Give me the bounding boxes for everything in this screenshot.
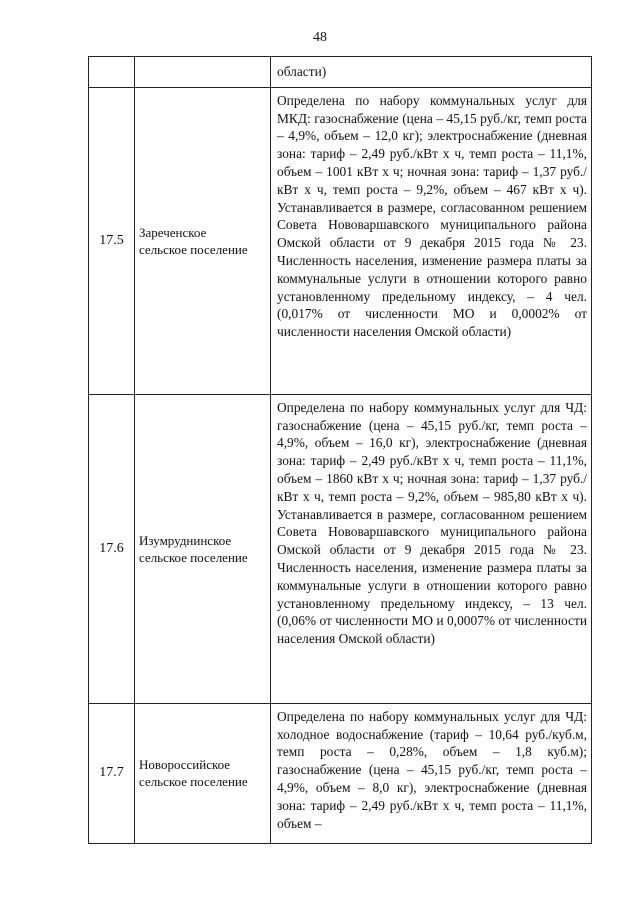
row-description: Определена по набору коммунальных услуг для ЧД: газоснабжение (цена – 45,15 руб./кг, темп роста – 4,9%, объем – 16,0 кг), электроснабжение (дневная зона: тариф – 2,49 руб./кВт х ч, темп роста – 11,1%, объем – 1860 кВт х ч; ночная зона: тариф – 1,37 руб./кВт х ч, темп роста – 9,2%, объем – 985,80 кВт х ч). Устанавливается в размере, согласованном решением Совета Нововаршавского муниципального района Омской области от 9 декабря 2015 года № 23. Численность населения, изменение размера платы за коммунальные услуги в отношении которого равно установленному предельному индексу, – 13 чел. (0,06% от численности МО и 0,0007% от численности населения Омской области) — [271, 394, 592, 703]
settlement-name — [135, 57, 271, 88]
settlement-name-line: Изумруднинское — [139, 532, 232, 548]
row-description: Определена по набору коммунальных услуг для ЧД: холодное водоснабжение (тариф – 10,64 руб./куб.м, темп роста – 0,28%, объем – 1,8 куб.м); газоснабжение (цена – 45,15 руб./кг, темп роста – 4,9%, объем – 8,0 кг), электроснабжение (дневная зона: тариф – 2,49 руб./кВт х ч, темп роста – 11,1%, объем – — [271, 703, 592, 843]
tariff-table — [88, 56, 592, 844]
table-row — [89, 57, 592, 88]
row-description: Определена по набору коммунальных услуг для МКД: газоснабжение (цена – 45,15 руб./кг, темп роста – 4,9%, объем – 12,0 кг); электроснабжение (дневная зона: тариф – 2,49 руб./кВт х ч, темп роста – 11,1%, объем – 1001 кВт х ч; ночная зона: тариф – 1,37 руб./кВт х ч, темп роста – 9,2%, объем – 467 кВт х ч). Устанавливается в размере, согласованном решением Совета Нововаршавского муниципального района Омской области от 9 декабря 2015 года № 23. Численность населения, изменение размера платы за коммунальные услуги в отношении которого равно установленному предельному индексу, – 4 чел. (0,017% от численности МО и 0,0002% от численности населения Омской области) — [271, 87, 592, 394]
row-number: 17.5 — [89, 87, 135, 394]
settlement-name-line: Зареченское — [139, 224, 207, 240]
table-row — [89, 703, 592, 843]
settlement-name-line: сельское поселение — [139, 241, 248, 257]
table-row — [89, 394, 592, 703]
settlement-name-line: сельское поселение — [139, 774, 248, 790]
row-description: области) — [271, 57, 592, 88]
settlement-name — [135, 87, 271, 394]
table-row — [89, 87, 592, 394]
row-number: 17.7 — [89, 703, 135, 843]
page-number: 48 — [313, 30, 327, 45]
settlement-name — [135, 703, 271, 843]
row-number: 17.6 — [89, 394, 135, 703]
row-number — [89, 57, 135, 88]
settlement-name — [135, 394, 271, 703]
settlement-name-line: сельское поселение — [139, 549, 248, 565]
settlement-name-line: Новороссийское — [139, 757, 231, 773]
